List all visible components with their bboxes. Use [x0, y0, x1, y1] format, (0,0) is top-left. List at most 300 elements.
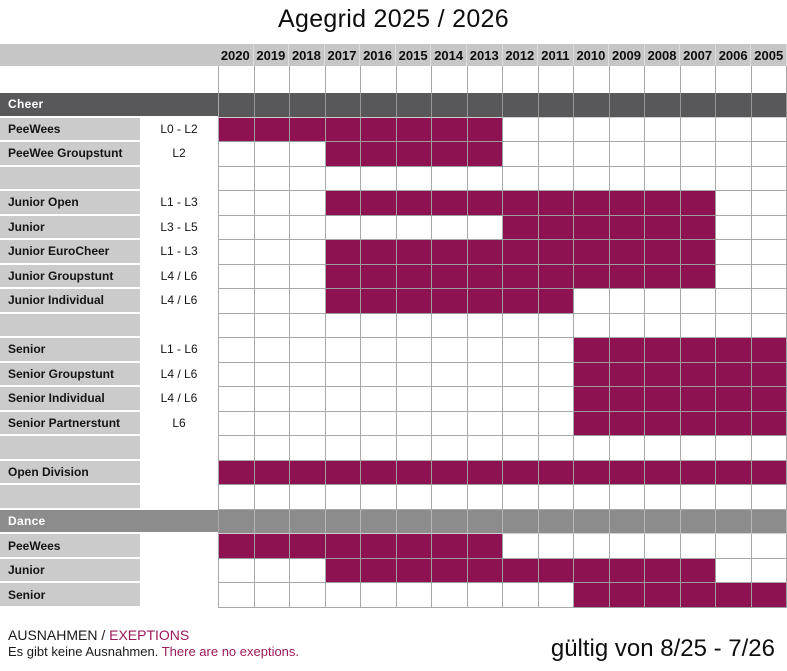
year-cell-2019: [255, 412, 291, 437]
year-cell-2015: [397, 265, 433, 290]
year-cell-2017: [326, 338, 362, 363]
year-cell-2010: [574, 167, 610, 192]
year-cell-2008: [645, 265, 681, 290]
year-cell-2007: [681, 216, 717, 241]
year-cell-2017: [326, 534, 362, 559]
year-cell-2014: [432, 436, 468, 461]
section-band-cheer: [0, 93, 787, 118]
year-cell-2011: [539, 118, 575, 143]
year-cell-2005: [752, 289, 787, 314]
year-cell-2020: [218, 436, 255, 461]
year-cell-2016: [361, 363, 397, 388]
division-label: Junior Open: [0, 191, 140, 216]
year-cell-2015: [397, 314, 433, 339]
year-cell-2007: [681, 534, 717, 559]
division-label: Senior: [0, 338, 140, 363]
year-cell-2006: [716, 461, 752, 486]
year-cell-2014: [432, 583, 468, 608]
year-cell-2014: [432, 387, 468, 412]
year-cell-2008: [645, 338, 681, 363]
year-cell-2018: [290, 167, 326, 192]
year-cell-2005: [752, 265, 787, 290]
year-cell-2009: [610, 461, 646, 486]
year-cell-2018: [290, 289, 326, 314]
year-cell-2014: [432, 485, 468, 510]
division-label: Junior Individual: [0, 289, 140, 314]
year-cell-2019: [255, 314, 291, 339]
year-cell-2013: [468, 559, 504, 584]
year-cell-2020: [218, 314, 255, 339]
year-cell-2005: [752, 167, 787, 192]
page-title: Agegrid 2025 / 2026: [278, 5, 509, 33]
year-cell-2009: [610, 240, 646, 265]
year-cell-2020: [218, 363, 255, 388]
year-cell-2007: [681, 93, 717, 118]
year-cell-2015: [397, 436, 433, 461]
year-cell-2010: [574, 387, 610, 412]
year-cell-2006: [716, 216, 752, 241]
year-cell-2010: [574, 510, 610, 535]
year-cell-2017: [326, 142, 362, 167]
year-cell-2012: [503, 66, 539, 93]
year-cell-2009: [610, 363, 646, 388]
year-cell-2013: [468, 510, 504, 535]
level-cell: L4 / L6: [140, 363, 218, 388]
section-band-label: Cheer: [0, 93, 218, 118]
year-cell-2013: [468, 66, 504, 93]
year-cell-2017: [326, 240, 362, 265]
year-cell-2013: [468, 485, 504, 510]
year-header-2006: 2006: [716, 44, 752, 66]
year-cell-2010: [574, 289, 610, 314]
year-cell-2007: [681, 191, 717, 216]
year-cell-2005: [752, 142, 787, 167]
year-cell-2006: [716, 66, 752, 93]
year-cell-2018: [290, 240, 326, 265]
year-cell-2020: [218, 583, 255, 608]
year-cell-2008: [645, 216, 681, 241]
year-cell-2014: [432, 314, 468, 339]
exceptions-note: [8, 627, 299, 660]
year-cell-2019: [255, 583, 291, 608]
year-cell-2015: [397, 289, 433, 314]
division-row: [0, 363, 787, 388]
year-cell-2007: [681, 436, 717, 461]
level-cell: L1 - L3: [140, 240, 218, 265]
year-cell-2014: [432, 412, 468, 437]
year-cell-2006: [716, 485, 752, 510]
year-cell-2012: [503, 461, 539, 486]
year-cell-2010: [574, 93, 610, 118]
exceptions-body-de: Es gibt keine Ausnahmen.: [8, 644, 159, 659]
year-cell-2015: [397, 583, 433, 608]
year-cell-2019: [255, 436, 291, 461]
division-row: [0, 461, 787, 486]
year-cell-2005: [752, 118, 787, 143]
year-cell-2011: [539, 363, 575, 388]
year-cell-2016: [361, 583, 397, 608]
year-cell-2013: [468, 534, 504, 559]
year-cell-2016: [361, 66, 397, 93]
year-cell-2008: [645, 142, 681, 167]
year-cell-2007: [681, 118, 717, 143]
year-cell-2005: [752, 93, 787, 118]
year-cell-2017: [326, 485, 362, 510]
year-cell-2009: [610, 289, 646, 314]
year-cell-2005: [752, 436, 787, 461]
year-cell-2008: [645, 363, 681, 388]
division-label: Junior: [0, 216, 140, 241]
year-header-2017: 2017: [325, 44, 361, 66]
level-cell: [140, 485, 218, 510]
year-cell-2016: [361, 167, 397, 192]
year-header-2015: 2015: [396, 44, 432, 66]
year-cell-2008: [645, 510, 681, 535]
year-cell-2017: [326, 216, 362, 241]
year-cell-2007: [681, 387, 717, 412]
year-cell-2019: [255, 142, 291, 167]
year-cell-2011: [539, 461, 575, 486]
level-cell: L0 - L2: [140, 118, 218, 143]
year-cell-2016: [361, 534, 397, 559]
year-cell-2005: [752, 314, 787, 339]
year-cell-2010: [574, 216, 610, 241]
year-cell-2012: [503, 485, 539, 510]
year-header-2012: 2012: [503, 44, 539, 66]
year-cell-2011: [539, 583, 575, 608]
year-cell-2013: [468, 265, 504, 290]
year-cell-2018: [290, 461, 326, 486]
year-cell-2012: [503, 387, 539, 412]
year-header-2005: 2005: [751, 44, 787, 66]
year-cell-2010: [574, 363, 610, 388]
year-cell-2018: [290, 93, 326, 118]
year-cell-2006: [716, 265, 752, 290]
year-cell-2006: [716, 387, 752, 412]
year-cell-2009: [610, 66, 646, 93]
year-cell-2007: [681, 510, 717, 535]
year-cell-2012: [503, 510, 539, 535]
year-cell-2016: [361, 412, 397, 437]
year-cell-2019: [255, 289, 291, 314]
year-cell-2018: [290, 559, 326, 584]
year-cell-2017: [326, 436, 362, 461]
year-cell-2007: [681, 559, 717, 584]
year-cell-2018: [290, 583, 326, 608]
year-cell-2008: [645, 559, 681, 584]
spacer-row: [0, 314, 787, 339]
level-cell: [140, 559, 218, 584]
year-header-2007: 2007: [680, 44, 716, 66]
year-cell-2016: [361, 216, 397, 241]
year-cell-2018: [290, 338, 326, 363]
year-cell-2005: [752, 240, 787, 265]
year-cell-2019: [255, 167, 291, 192]
year-cell-2019: [255, 559, 291, 584]
year-cell-2006: [716, 118, 752, 143]
year-cell-2020: [218, 387, 255, 412]
year-cell-2009: [610, 387, 646, 412]
year-cell-2019: [255, 66, 291, 93]
year-cell-2006: [716, 412, 752, 437]
division-label: [0, 167, 140, 192]
year-cell-2007: [681, 66, 717, 93]
year-header-2019: 2019: [254, 44, 290, 66]
year-cell-2014: [432, 118, 468, 143]
year-cell-2010: [574, 559, 610, 584]
division-row: [0, 240, 787, 265]
year-cell-2016: [361, 559, 397, 584]
year-cell-2011: [539, 265, 575, 290]
year-cell-2018: [290, 66, 326, 93]
year-cell-2017: [326, 412, 362, 437]
year-cell-2006: [716, 167, 752, 192]
year-cell-2014: [432, 559, 468, 584]
year-cell-2010: [574, 583, 610, 608]
division-row: [0, 216, 787, 241]
year-cell-2005: [752, 534, 787, 559]
year-cell-2015: [397, 240, 433, 265]
year-cell-2015: [397, 93, 433, 118]
year-cell-2018: [290, 485, 326, 510]
level-cell: [140, 436, 218, 461]
spacer-row: [0, 66, 787, 93]
division-row: [0, 387, 787, 412]
year-cell-2017: [326, 363, 362, 388]
year-cell-2007: [681, 338, 717, 363]
division-label: PeeWees: [0, 118, 140, 143]
division-label: [0, 485, 140, 510]
level-cell: [140, 314, 218, 339]
year-cell-2016: [361, 289, 397, 314]
year-header-2013: 2013: [467, 44, 503, 66]
year-cell-2008: [645, 412, 681, 437]
year-cell-2015: [397, 118, 433, 143]
year-cell-2017: [326, 191, 362, 216]
year-cell-2005: [752, 559, 787, 584]
year-cell-2019: [255, 265, 291, 290]
division-row: [0, 559, 787, 584]
year-cell-2007: [681, 363, 717, 388]
year-cell-2007: [681, 412, 717, 437]
level-cell: L4 / L6: [140, 387, 218, 412]
year-cell-2011: [539, 314, 575, 339]
year-cell-2020: [218, 118, 255, 143]
year-cell-2006: [716, 510, 752, 535]
year-cell-2019: [255, 216, 291, 241]
year-cell-2015: [397, 338, 433, 363]
year-cell-2010: [574, 118, 610, 143]
year-cell-2012: [503, 167, 539, 192]
year-cell-2005: [752, 387, 787, 412]
year-cell-2010: [574, 66, 610, 93]
year-cell-2007: [681, 167, 717, 192]
year-cell-2012: [503, 142, 539, 167]
year-cell-2005: [752, 461, 787, 486]
spacer-row: [0, 167, 787, 192]
division-row: [0, 191, 787, 216]
year-cell-2013: [468, 216, 504, 241]
year-cell-2015: [397, 66, 433, 93]
level-cell: L4 / L6: [140, 289, 218, 314]
year-cell-2013: [468, 314, 504, 339]
year-cell-2011: [539, 412, 575, 437]
year-cell-2018: [290, 412, 326, 437]
year-cell-2020: [218, 510, 255, 535]
year-cell-2012: [503, 436, 539, 461]
year-cell-2006: [716, 534, 752, 559]
year-cell-2009: [610, 167, 646, 192]
year-cell-2008: [645, 534, 681, 559]
year-cell-2013: [468, 363, 504, 388]
year-cell-2006: [716, 191, 752, 216]
year-cell-2017: [326, 118, 362, 143]
year-cell-2015: [397, 559, 433, 584]
year-cell-2011: [539, 485, 575, 510]
year-cell-2008: [645, 93, 681, 118]
year-cell-2010: [574, 338, 610, 363]
division-row: [0, 534, 787, 559]
year-cell-2012: [503, 559, 539, 584]
year-cell-2010: [574, 314, 610, 339]
year-cell-2013: [468, 289, 504, 314]
year-cell-2018: [290, 387, 326, 412]
year-cell-2006: [716, 363, 752, 388]
year-cell-2017: [326, 461, 362, 486]
spacer-row: [0, 485, 787, 510]
year-header-2008: 2008: [645, 44, 681, 66]
division-row: [0, 265, 787, 290]
year-cell-2016: [361, 142, 397, 167]
year-cell-2012: [503, 118, 539, 143]
year-cell-2006: [716, 240, 752, 265]
year-cell-2009: [610, 485, 646, 510]
year-cell-2016: [361, 510, 397, 535]
year-cell-2015: [397, 485, 433, 510]
year-cell-2016: [361, 191, 397, 216]
year-cell-2011: [539, 142, 575, 167]
year-cell-2020: [218, 142, 255, 167]
level-cell: L1 - L6: [140, 338, 218, 363]
year-cell-2009: [610, 338, 646, 363]
exceptions-heading-en: EXEPTIONS: [109, 627, 190, 643]
year-cell-2015: [397, 510, 433, 535]
year-cell-2020: [218, 289, 255, 314]
year-header-2009: 2009: [609, 44, 645, 66]
year-cell-2018: [290, 118, 326, 143]
year-cell-2016: [361, 118, 397, 143]
year-cell-2015: [397, 534, 433, 559]
year-cell-2005: [752, 66, 787, 93]
year-cell-2008: [645, 167, 681, 192]
year-cell-2020: [218, 485, 255, 510]
year-cell-2018: [290, 265, 326, 290]
level-cell: [140, 461, 218, 486]
year-cell-2019: [255, 534, 291, 559]
year-cell-2015: [397, 412, 433, 437]
year-cell-2015: [397, 387, 433, 412]
level-cell: L4 / L6: [140, 265, 218, 290]
year-cell-2006: [716, 559, 752, 584]
year-cell-2007: [681, 461, 717, 486]
year-cell-2006: [716, 436, 752, 461]
year-cell-2008: [645, 461, 681, 486]
level-cell: L2: [140, 142, 218, 167]
division-label: [0, 436, 140, 461]
year-cell-2019: [255, 510, 291, 535]
year-cell-2019: [255, 485, 291, 510]
year-cell-2020: [218, 265, 255, 290]
year-header-row: [0, 44, 787, 66]
year-cell-2013: [468, 118, 504, 143]
agegrid-table: [0, 44, 787, 608]
year-header-2011: 2011: [538, 44, 574, 66]
year-cell-2015: [397, 216, 433, 241]
year-cell-2019: [255, 461, 291, 486]
year-cell-2006: [716, 338, 752, 363]
year-cell-2012: [503, 265, 539, 290]
year-cell-2016: [361, 387, 397, 412]
division-label: Junior Groupstunt: [0, 265, 140, 290]
division-label: PeeWees: [0, 534, 140, 559]
year-cell-2019: [255, 191, 291, 216]
division-row: [0, 583, 787, 608]
year-cell-2012: [503, 93, 539, 118]
year-cell-2009: [610, 583, 646, 608]
year-cell-2009: [610, 142, 646, 167]
year-cell-2020: [218, 412, 255, 437]
year-cell-2007: [681, 265, 717, 290]
year-cell-2012: [503, 240, 539, 265]
year-cell-2017: [326, 510, 362, 535]
year-cell-2018: [290, 510, 326, 535]
year-cell-2015: [397, 167, 433, 192]
year-cell-2009: [610, 436, 646, 461]
year-cell-2008: [645, 289, 681, 314]
level-cell: [140, 534, 218, 559]
year-cell-2013: [468, 461, 504, 486]
year-cell-2017: [326, 93, 362, 118]
year-cell-2012: [503, 534, 539, 559]
year-cell-2005: [752, 216, 787, 241]
year-cell-2019: [255, 93, 291, 118]
year-header-2020: 2020: [218, 44, 254, 66]
year-cell-2007: [681, 240, 717, 265]
year-cell-2008: [645, 240, 681, 265]
year-cell-2017: [326, 265, 362, 290]
year-cell-2015: [397, 142, 433, 167]
spacer-row: [0, 436, 787, 461]
year-cell-2016: [361, 240, 397, 265]
year-cell-2016: [361, 338, 397, 363]
year-cell-2008: [645, 387, 681, 412]
year-cell-2008: [645, 191, 681, 216]
year-cell-2014: [432, 240, 468, 265]
year-cell-2011: [539, 559, 575, 584]
year-cell-2011: [539, 510, 575, 535]
year-cell-2005: [752, 191, 787, 216]
year-cell-2010: [574, 265, 610, 290]
year-cell-2008: [645, 66, 681, 93]
division-label: Senior Individual: [0, 387, 140, 412]
year-cell-2010: [574, 436, 610, 461]
year-cell-2014: [432, 510, 468, 535]
year-cell-2016: [361, 461, 397, 486]
year-cell-2020: [218, 534, 255, 559]
year-cell-2008: [645, 118, 681, 143]
year-cell-2014: [432, 167, 468, 192]
year-cell-2006: [716, 289, 752, 314]
